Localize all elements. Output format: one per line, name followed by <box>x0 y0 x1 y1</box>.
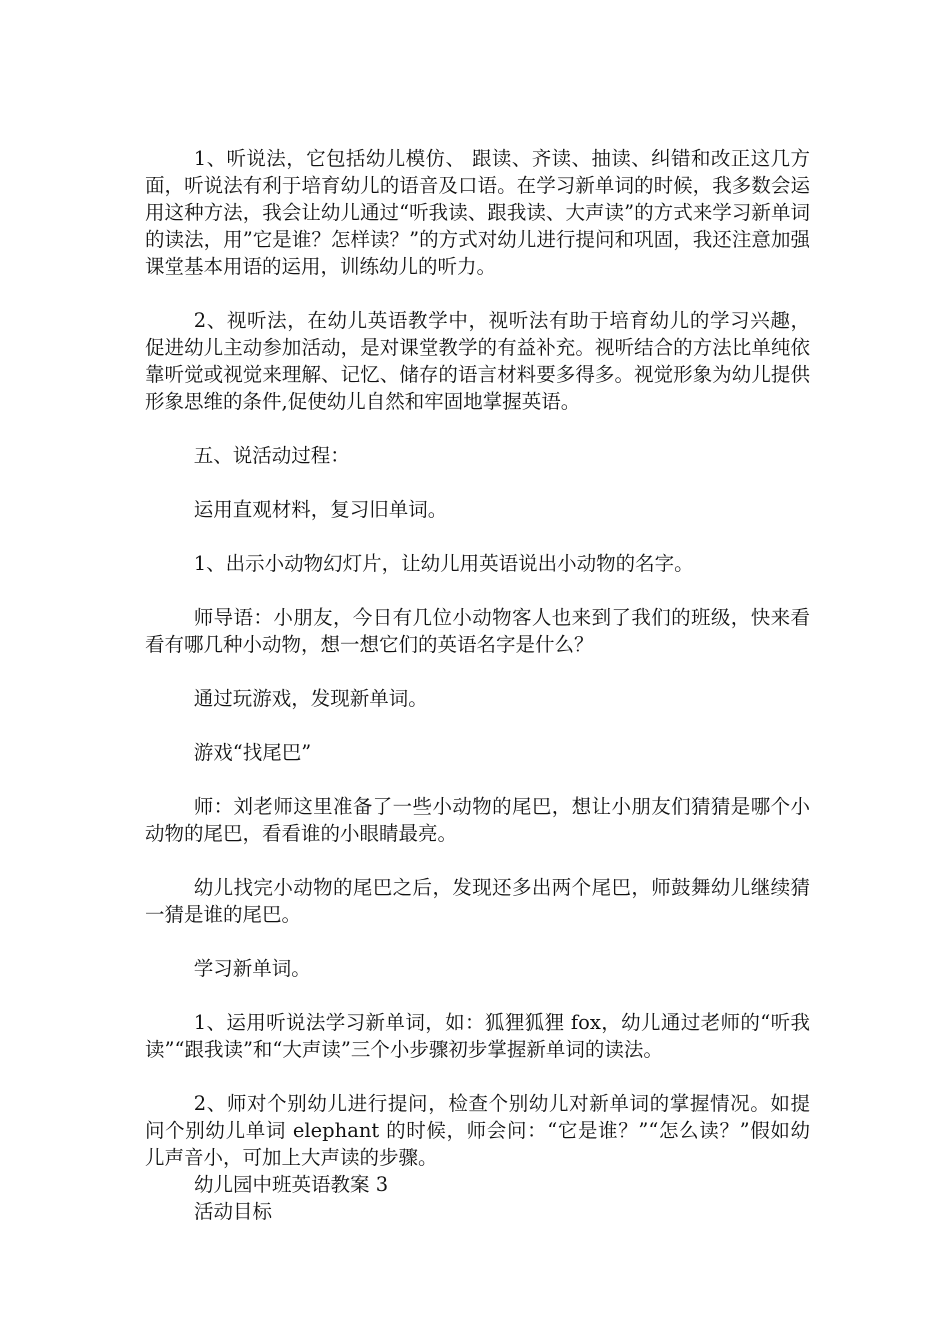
paragraph-teacher-intro: 师导语：小朋友，今日有几位小动物客人也来到了我们的班级，快来看看有哪几种小动物，想一想它们的英语名字是什么？ <box>145 606 810 656</box>
paragraph-teacher-tails: 师：刘老师这里准备了一些小动物的尾巴，想让小朋友们猜猜是哪个小动物的尾巴，看看谁的小眼睛最亮。 <box>145 795 810 845</box>
paragraph-game-name: 游戏“找尾巴” <box>193 741 312 764</box>
paragraph-listening-method: 1、听说法，它包括幼儿模仿、 跟读、齐读、抽读、纠错和改正这几方面，听说法有利于培育幼儿的语音及口语。在学习新单词的时候，我多数会运用这种方法，我会让幼儿通过“听我读、跟我读、大声读”的方式来学习新单词的读法，用”它是谁？怎样读？”的方式对幼儿进行提问和巩固，我还注意加强课堂基本用语的运用，训练幼儿的听力。 <box>145 147 810 278</box>
section-title: 幼儿园中班英语教案 3 <box>194 1173 389 1196</box>
paragraph-review-words: 运用直观材料，复习旧单词。 <box>193 498 448 521</box>
paragraph-children-find-tails: 幼儿找完小动物的尾巴之后，发现还多出两个尾巴，师鼓舞幼儿继续猜一猜是谁的尾巴。 <box>145 876 810 926</box>
sub-heading-activity-goals: 活动目标 <box>194 1200 273 1223</box>
paragraph-play-game: 通过玩游戏，发现新单词。 <box>193 687 428 710</box>
paragraph-fox-example: 1、运用听说法学习新单词，如：狐狸狐狸 fox，幼儿通过老师的“听我读”“跟我读”和“大声读”三个小步骤初步掌握新单词的读法。 <box>145 1011 810 1061</box>
paragraph-elephant-example: 2、师对个别幼儿进行提问，检查个别幼儿对新单词的掌握情况。如提问个别幼儿单词 elephant 的时候，师会问：“它是谁？”“怎么读？”假如幼儿声音小，可加上大声读的步骤。 <box>145 1092 810 1169</box>
heading-activity-process: 五、说活动过程： <box>193 444 350 467</box>
document-body <box>145 145 810 1225</box>
paragraph-show-slides: 1、出示小动物幻灯片，让幼儿用英语说出小动物的名字。 <box>193 552 694 575</box>
paragraph-audiovisual-method: 2、视听法，在幼儿英语教学中，视听法有助于培育幼儿的学习兴趣，促进幼儿主动参加活动，是对课堂教学的有益补充。视听结合的方法比单纯依靠听觉或视觉来理解、记忆、储存的语言材料要多得多。视觉形象为幼儿提供形象思维的条件,促使幼儿自然和牢固地掌握英语。 <box>145 309 810 413</box>
paragraph-learn-new-words: 学习新单词。 <box>193 957 311 980</box>
